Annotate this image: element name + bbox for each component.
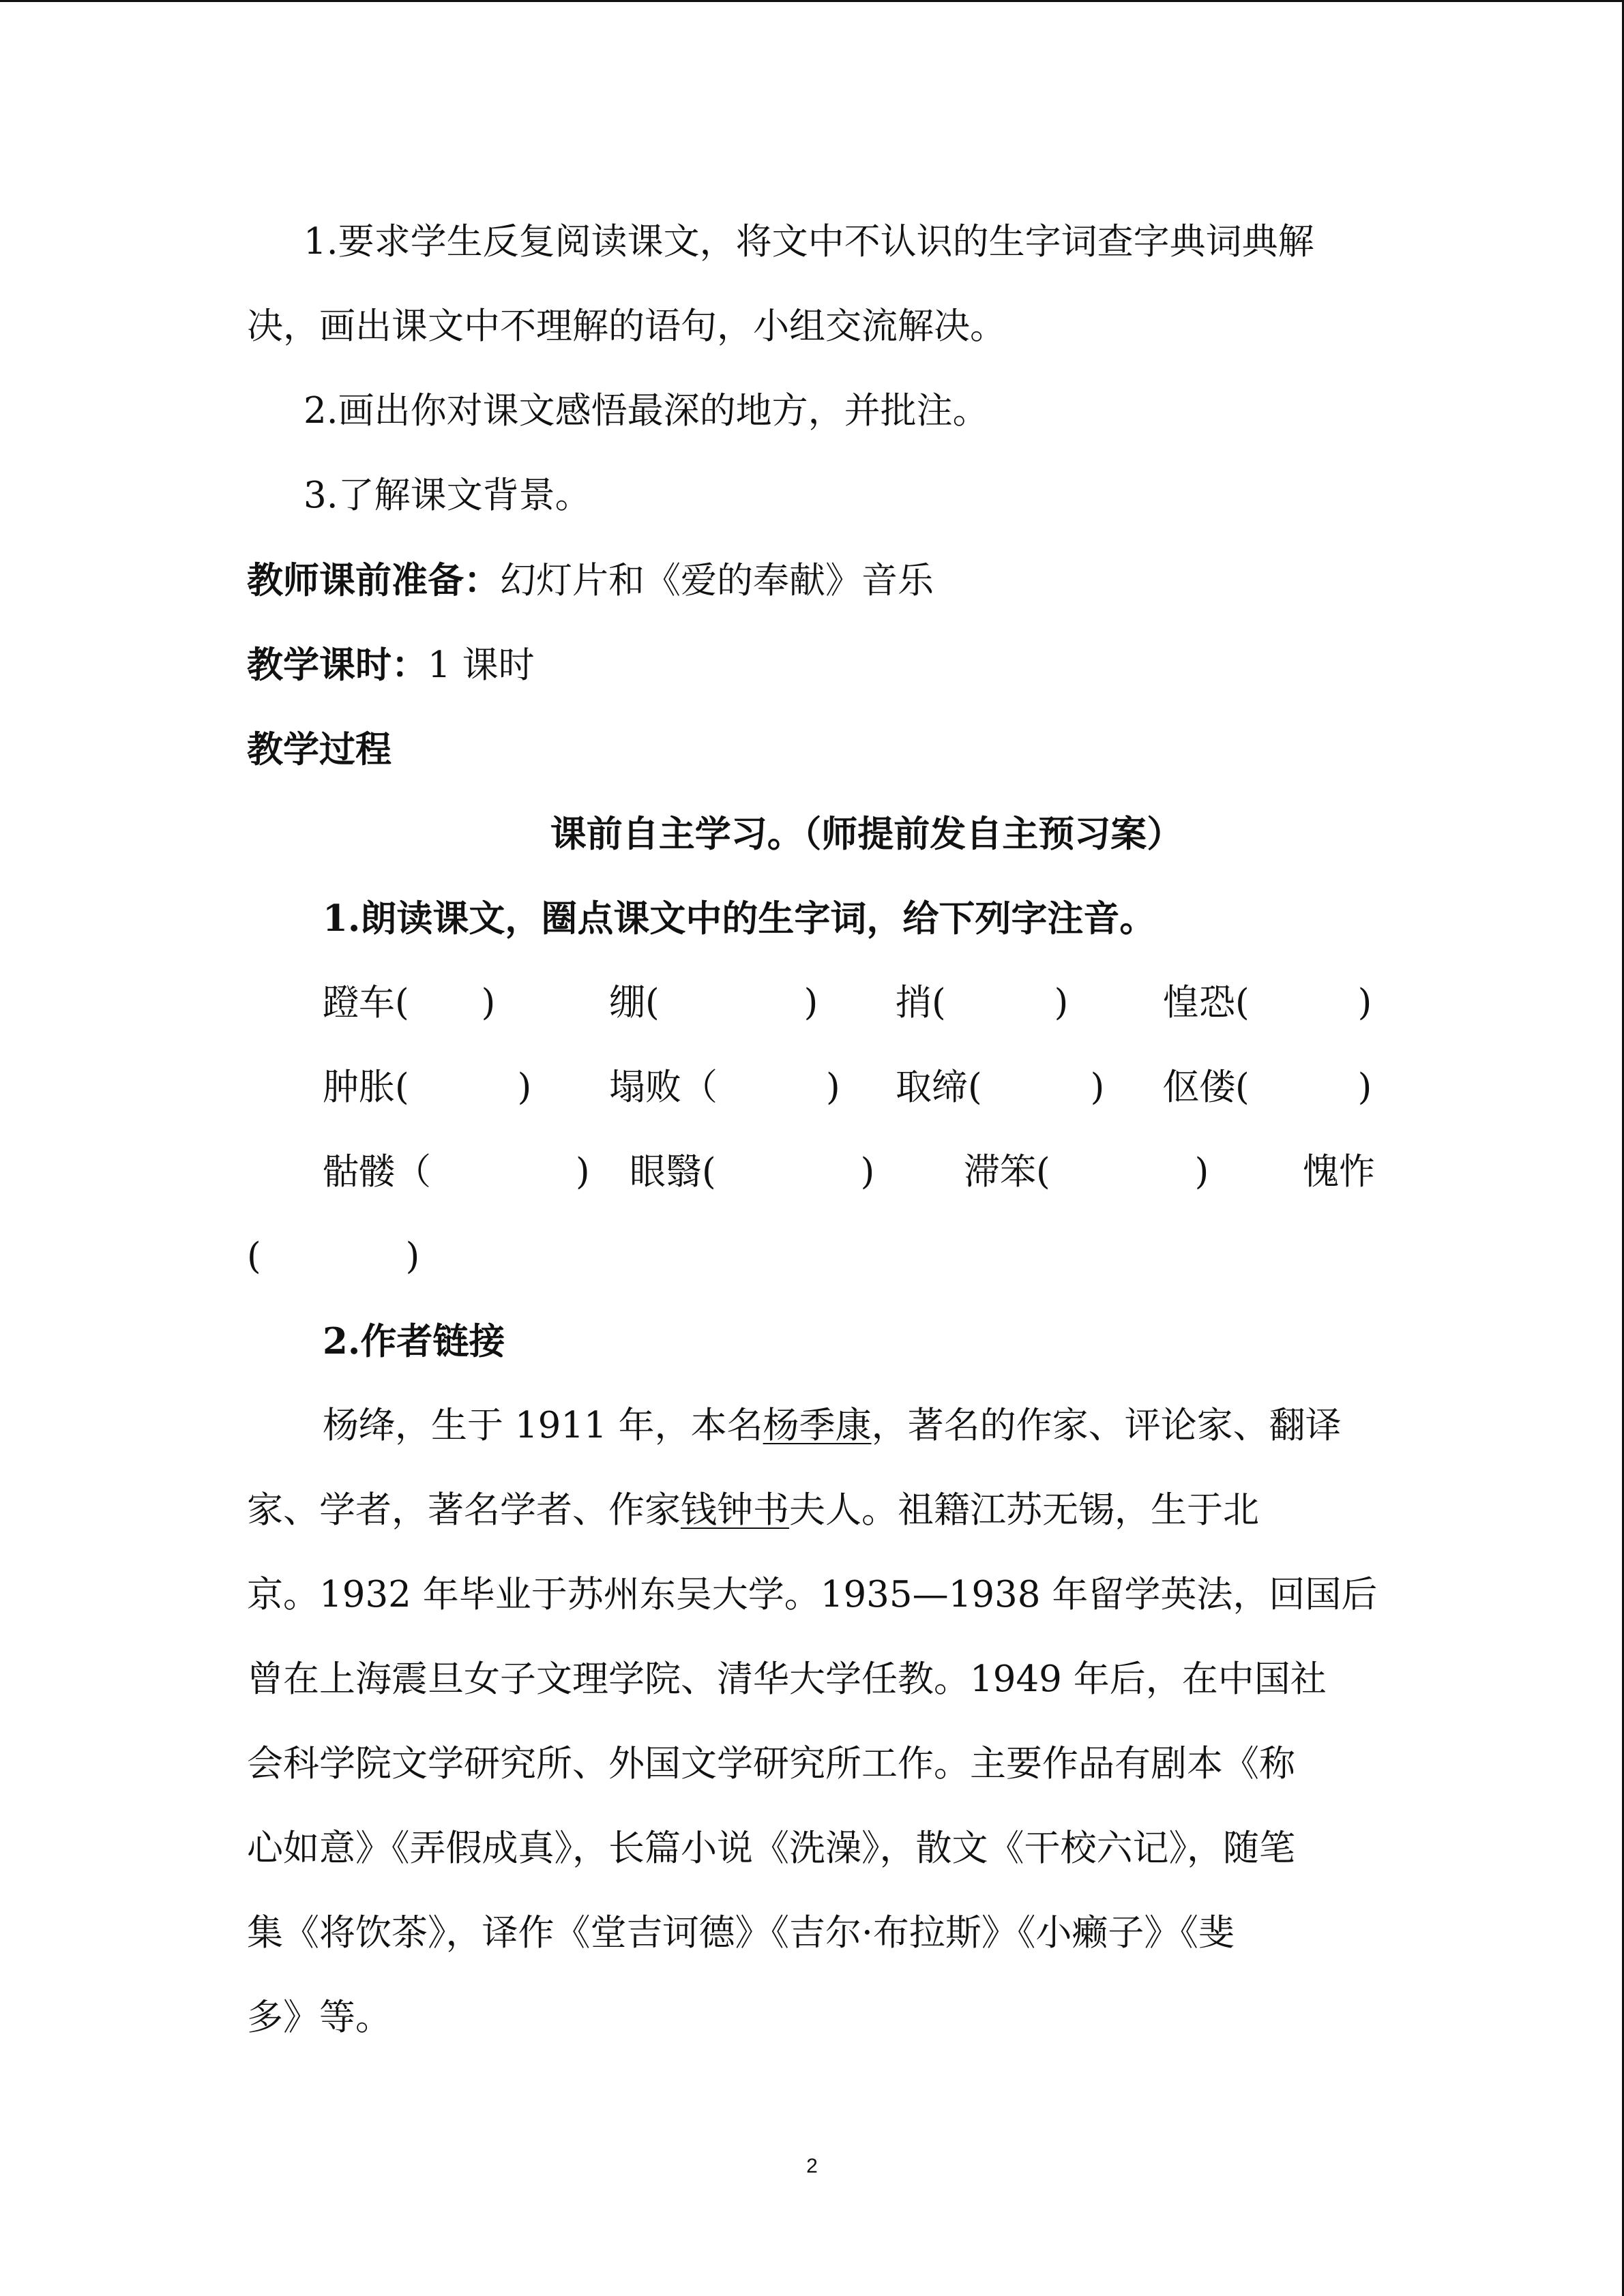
teacher-prep-label: 教师课前准备： (247, 559, 500, 601)
word-cell: 愧怍 (1303, 1151, 1375, 1193)
bio-line1 (323, 1402, 1342, 1450)
process-heading: 教学过程 (247, 728, 392, 771)
bio-text: 杨绛，生于 1911 年，本名 (323, 1405, 763, 1446)
prep-item1-line2: 决，画出课文中不理解的语句，小组交流解决。 (247, 305, 1006, 347)
page-number: 2 (806, 2155, 818, 2177)
prep-item1-line1: 1.要求学生反复阅读课文，将文中不认识的生字词查字典词典解 (304, 221, 1314, 263)
word-cell: 滞笨( ) (964, 1151, 1209, 1193)
bio-name-link: 钱钟书 (681, 1489, 789, 1531)
section1-title: 1.朗读课文，圈点课文中的生字词，给下列字注音。 (323, 897, 1156, 940)
word-cell: 惶恐( ) (1163, 982, 1372, 1024)
page-top-border (0, 0, 1624, 2)
bio-line2 (247, 1487, 1259, 1534)
class-hours (247, 641, 535, 689)
self-study-heading: 课前自主学习。（师提前发自主预习案） (550, 813, 1183, 855)
class-hours-label: 教学课时： (247, 644, 428, 686)
word-cell: 伛偻( ) (1163, 1067, 1372, 1108)
bio-text: 夫人。祖籍江苏无锡，生于北 (789, 1489, 1259, 1531)
word-cell: 蹬车( ) (323, 982, 496, 1024)
bio-line4: 曾在上海震旦女子文理学院、清华大学任教。1949 年后，在中国社 (247, 1658, 1327, 1700)
word-cell: 肿胀( ) (323, 1067, 532, 1108)
word-cell: 眼翳( ) (630, 1151, 875, 1193)
bio-text: ，著名的作家、评论家、翻译 (871, 1405, 1342, 1446)
word-cell: 取缔( ) (896, 1067, 1105, 1108)
bio-text: 家、学者，著名学者、作家 (247, 1489, 681, 1531)
bio-line6: 心如意》《弄假成真》，长篇小说《洗澡》，散文《干校六记》，随笔 (247, 1828, 1295, 1869)
bio-line8: 多》等。 (247, 1997, 392, 2038)
prep-item2: 2.画出你对课文感悟最深的地方，并批注。 (304, 390, 989, 432)
bio-line5: 会科学院文学研究所、外国文学研究所工作。主要作品有剧本《称 (247, 1743, 1295, 1785)
prep-item3: 3.了解课文背景。 (304, 475, 591, 516)
class-hours-value: 1 课时 (428, 644, 535, 686)
teacher-prep-value: 幻灯片和《爱的奉献》音乐 (500, 560, 934, 601)
bio-line3: 京。1932 年毕业于苏州东吴大学。1935—1938 年留学英法，回国后 (247, 1574, 1378, 1615)
word-cell: 骷髅（ ) (323, 1151, 590, 1193)
bio-name-link: 杨季康 (763, 1405, 872, 1446)
word-cell: 捎( ) (896, 982, 1069, 1024)
teacher-prep (247, 556, 934, 605)
word-cell-continued: ( ) (247, 1236, 420, 1277)
word-cell: 塌败（ ) (609, 1067, 840, 1108)
word-cell: 绷( ) (609, 982, 818, 1024)
section2-title: 2.作者链接 (323, 1320, 505, 1362)
bio-line7: 集《将饮茶》，译作《堂吉诃德》《吉尔·布拉斯》《小癞子》《斐 (247, 1912, 1235, 1954)
